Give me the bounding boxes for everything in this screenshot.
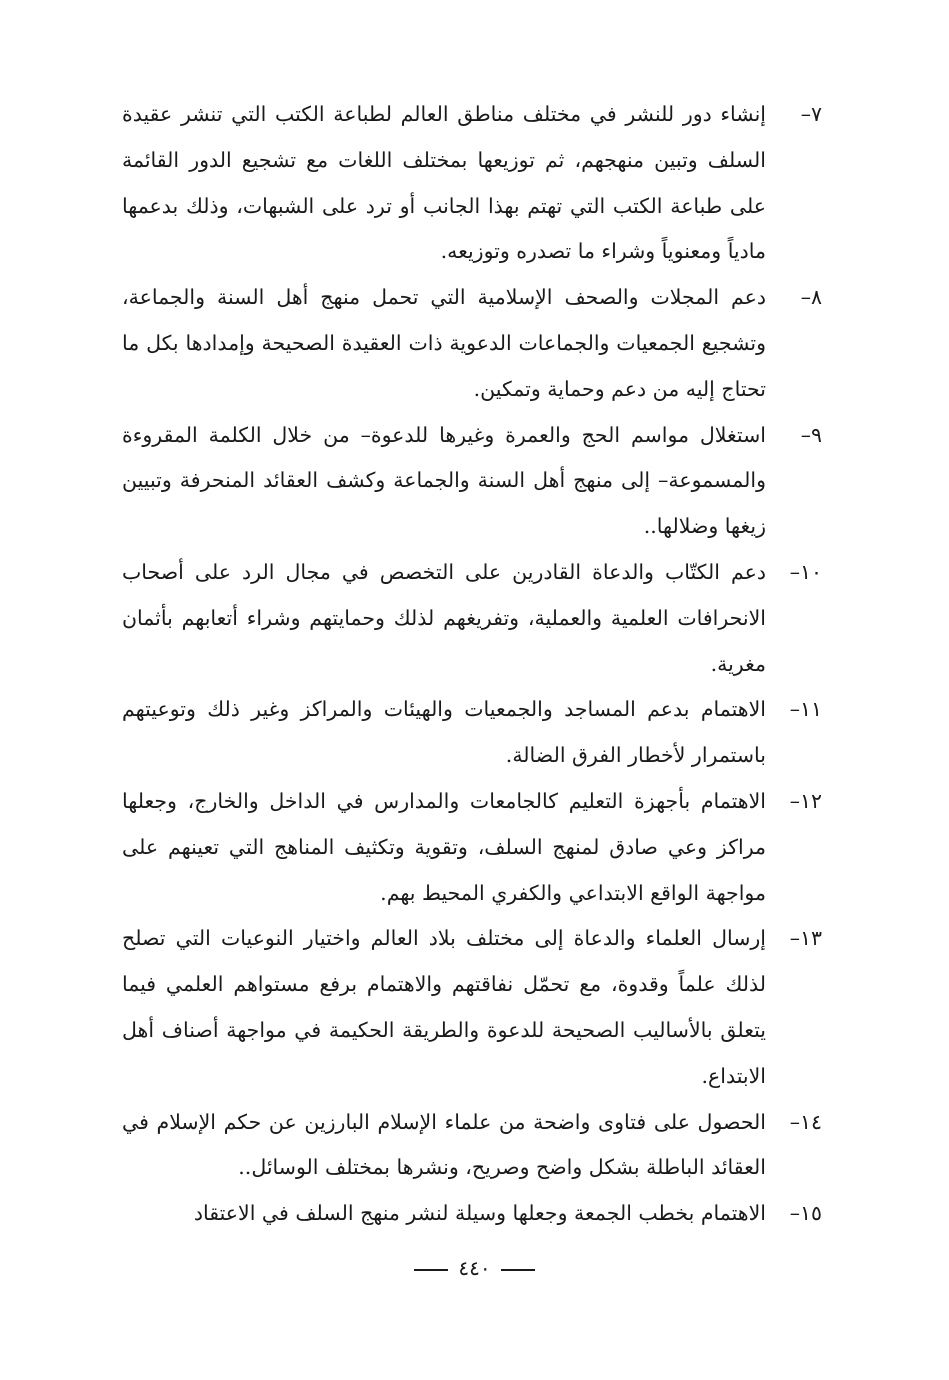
list-item — [122, 275, 822, 412]
item-text: الاهتمام بأجهزة التعليم كالجامعات والمدارس في الداخل والخارج، وجعلها مراكز وعي صادق لمنهج السلف، وتقوية وتكثيف المناهج التي تعينهم على مواجهة الواقع الابتداعي والكفري المحيط بهم. — [122, 788, 766, 905]
item-number: ١٠– — [789, 559, 822, 584]
item-text: إرسال العلماء والدعاة إلى مختلف بلاد العالم واختيار النوعيات التي تصلح لذلك علماً وقدوة، مع تحمّل نفاقتهم والاهتمام برفع مستواهم العلمي فيما يتعلق بالأساليب الصحيحة للدعوة والطريقة الحكيمة في مواجهة أصناف أهل الابتداع. — [122, 926, 766, 1088]
item-number: ١٤– — [789, 1109, 822, 1134]
item-number: ٩– — [800, 422, 822, 447]
list-item — [122, 1191, 822, 1237]
item-text: دعم المجلات والصحف الإسلامية التي تحمل منهج أهل السنة والجماعة، وتشجيع الجمعيات والجماعات الدعوية ذات العقيدة الصحيحة وإمدادها بكل ما تحتاج إليه من دعم وحماية وتمكين. — [122, 285, 766, 401]
numbered-list — [122, 92, 822, 1237]
item-number: ١١– — [789, 697, 822, 722]
list-item — [122, 779, 822, 916]
footer-dash-left — [414, 1269, 448, 1271]
item-text: استغلال مواسم الحج والعمرة وغيرها للدعوة– من خلال الكلمة المقروءة والمسموعة– إلى منهج أهل السنة والجماعة وكشف العقائد المنحرفة وتبيين زيغها وضلالها.. — [122, 422, 766, 539]
list-item — [122, 687, 822, 779]
list-item — [122, 550, 822, 687]
footer-dash-right — [501, 1269, 535, 1271]
item-text: الاهتمام بخطب الجمعة وجعلها وسيلة لنشر منهج السلف في الاعتقاد — [193, 1201, 766, 1226]
item-text: الاهتمام بدعم المساجد والجمعيات والهيئات والمراكز وغير ذلك وتوعيتهم باستمرار لأخطار الفرق الضالة. — [122, 697, 766, 768]
item-text: الحصول على فتاوى واضحة من علماء الإسلام البارزين عن حكم الإسلام في العقائد الباطلة بشكل واضح وصريح، ونشرها بمختلف الوسائل.. — [122, 1109, 766, 1180]
item-text: دعم الكتّاب والدعاة القادرين على التخصص في مجال الرد على أصحاب الانحرافات العلمية والعملية، وتفريغهم لذلك وحمايتهم وشراء أتعابهم بأثمان مغرية. — [122, 559, 766, 676]
item-number: ٧– — [800, 102, 822, 126]
page-footer — [0, 1256, 949, 1280]
item-text: إنشاء دور للنشر في مختلف مناطق العالم لطباعة الكتب التي تنشر عقيدة السلف وتبين منهجهم، ثم توزيعها بمختلف اللغات مع تشجيع الدور القائمة على طباعة الكتب التي تهتم بهذا الجانب أو ترد على الشبهات، وذلك بدعمها مادياً ومعنوياً وشراء ما تصدره وتوزيعه. — [122, 102, 766, 264]
list-item — [122, 916, 822, 1099]
list-item — [122, 92, 822, 275]
page-number: ٤٤٠ — [458, 1256, 491, 1280]
list-item — [122, 413, 822, 550]
list-item — [122, 1100, 822, 1192]
item-number: ١٢– — [789, 788, 822, 813]
item-number: ٨– — [800, 285, 822, 310]
item-number: ١٣– — [789, 926, 822, 951]
item-number: ١٥– — [789, 1201, 822, 1226]
